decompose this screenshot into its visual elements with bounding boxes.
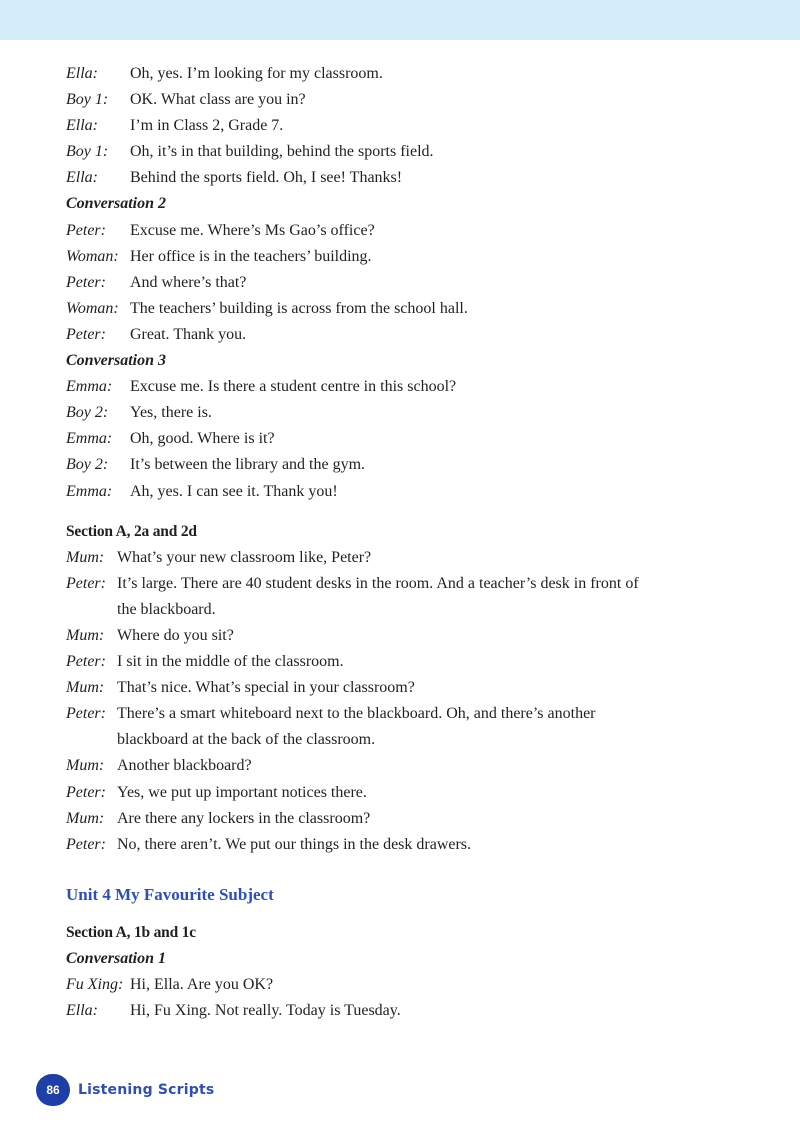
dialogue-line [66,61,706,87]
dialogue-text: Her office is in the teachers’ building. [130,247,372,265]
dialogue-text: And where’s that? [130,273,247,291]
conversation-2-heading: Conversation 2 [66,195,167,213]
dialogue-text: Where do you sit? [117,626,234,644]
dialogue-text: Are there any lockers in the classroom? [117,809,371,827]
dialogue-text: Yes, there is. [130,404,212,422]
speaker-label: Peter: [66,221,106,239]
speaker-label: Mum: [66,809,105,827]
speaker-label: Boy 2: [66,456,109,474]
speaker-label: Peter: [66,653,106,671]
dialogue-line [66,649,706,675]
dialogue-text: Oh, yes. I’m looking for my classroom. [130,65,383,82]
dialogue-line [66,400,706,426]
speaker-label: Peter: [66,705,106,723]
spacer [66,908,706,920]
dialogue-text: That’s nice. What’s special in your classroom? [117,679,415,697]
dialogue-text: What’s your new classroom like, Peter? [117,548,372,566]
speaker-label: Woman: [66,247,119,265]
speaker-label: Emma: [66,482,113,500]
top-color-band [0,0,800,40]
speaker-label: Peter: [66,835,106,853]
speaker-label: Woman: [66,299,119,317]
dialogue-text: Excuse me. Is there a student centre in this school? [130,378,457,396]
dialogue-line [66,270,706,296]
dialogue-line [66,998,706,1024]
dialogue-line [66,545,706,571]
dialogue-line [66,165,706,191]
speaker-label: Ella: [66,65,98,82]
listening-scripts-content [66,61,706,1024]
dialogue-text: Hi, Fu Xing. Not really. Today is Tuesday. [130,1002,401,1020]
dialogue-text: Ah, yes. I can see it. Thank you! [130,482,338,500]
dialogue-text: Hi, Ella. Are you OK? [130,976,274,994]
dialogue-line [66,426,706,452]
speaker-label: Ella: [66,117,98,135]
speaker-label: Peter: [66,574,106,592]
dialogue-line [66,87,706,113]
footer-section-title: Listening Scripts [78,1082,215,1098]
dialogue-text: It’s large. There are 40 student desks in the room. And a teacher’s desk in front of [117,574,639,592]
speaker-label: Boy 1: [66,143,109,161]
speaker-label: Peter: [66,783,106,801]
speaker-label: Boy 2: [66,404,109,422]
dialogue-line [66,972,706,998]
section-heading: Section A, 1b and 1c [66,923,196,941]
unit-4-title: Unit 4 My Favourite Subject [66,884,274,904]
speaker-label: Fu Xing: [66,976,124,994]
speaker-label: Ella: [66,169,98,187]
dialogue-line [66,296,706,322]
dialogue-text: Oh, it’s in that building, behind the sports field. [130,143,434,161]
dialogue-line [66,479,706,505]
dialogue-text: Oh, good. Where is it? [130,430,275,448]
dialogue-line [66,139,706,165]
dialogue-text: Yes, we put up important notices there. [117,783,367,801]
dialogue-text: The teachers’ building is across from the school hall. [130,299,468,317]
dialogue-text: I sit in the middle of the classroom. [117,653,344,671]
speaker-label: Mum: [66,757,105,775]
dialogue-text: It’s between the library and the gym. [130,456,366,474]
dialogue-continuation: blackboard at the back of the classroom. [117,731,376,749]
dialogue-line [66,244,706,270]
dialogue-text: No, there aren’t. We put our things in the desk drawers. [117,835,472,853]
section-heading: Section A, 2a and 2d [66,522,197,540]
speaker-label: Ella: [66,1002,98,1020]
dialogue-line [66,753,706,779]
speaker-label: Boy 1: [66,91,109,109]
dialogue-line [66,832,706,858]
conversation-3-heading: Conversation 3 [66,352,167,370]
speaker-label: Emma: [66,430,113,448]
speaker-label: Mum: [66,679,105,697]
dialogue-line [66,571,706,597]
dialogue-line [66,806,706,832]
speaker-label: Mum: [66,626,105,644]
dialogue-text: OK. What class are you in? [130,91,306,109]
dialogue-line [66,322,706,348]
speaker-label: Mum: [66,548,105,566]
spacer [66,858,706,882]
dialogue-text: There’s a smart whiteboard next to the blackboard. Oh, and there’s another [117,705,596,723]
speaker-label: Peter: [66,325,106,343]
dialogue-text: Great. Thank you. [130,325,247,343]
dialogue-text: Excuse me. Where’s Ms Gao’s office? [130,221,375,239]
page-footer [36,1074,214,1106]
dialogue-continuation: the blackboard. [117,600,216,618]
dialogue-line [66,675,706,701]
spacer [66,505,706,519]
dialogue-text: Behind the sports field. Oh, I see! Thanks! [130,169,403,187]
dialogue-text: I’m in Class 2, Grade 7. [130,117,284,135]
page-number-badge: 86 [36,1074,70,1106]
dialogue-line [66,374,706,400]
dialogue-line [66,218,706,244]
dialogue-line [66,452,706,478]
dialogue-line [66,780,706,806]
speaker-label: Emma: [66,378,113,396]
dialogue-line [66,623,706,649]
speaker-label: Peter: [66,273,106,291]
conversation-1-heading: Conversation 1 [66,950,167,967]
dialogue-text: Another blackboard? [117,757,252,775]
dialogue-line [66,113,706,139]
dialogue-line [66,701,706,727]
